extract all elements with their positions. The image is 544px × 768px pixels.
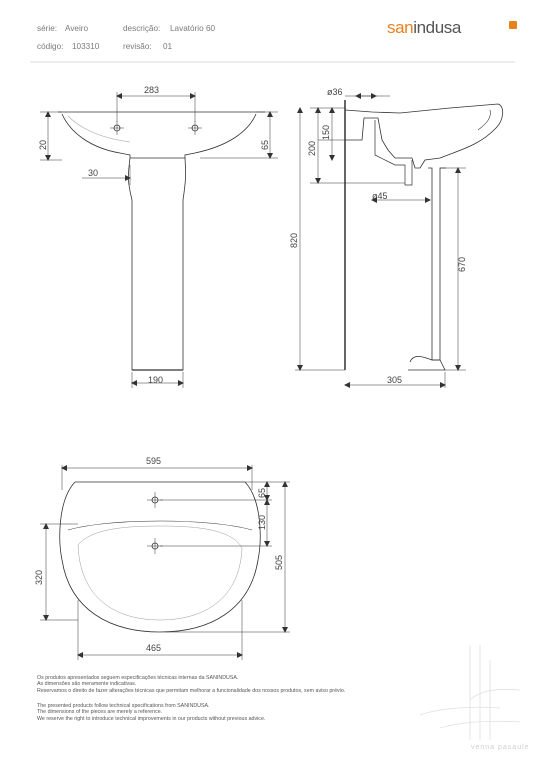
note-en-2: The dimensions of the pieces are merely a reference. [37,709,163,716]
revisao-value: 01 [163,42,173,51]
top-basin-rim [68,521,252,530]
front-basin-inner [68,116,130,142]
dim-20: 20 [38,139,48,150]
descricao-label: descrição: [123,24,161,33]
dim-505: 505 [274,554,284,570]
dim-65-front: 65 [260,139,270,150]
side-overflow [478,110,490,130]
brand-logo-san: san [387,18,414,37]
note-en-1: The presented products follow technical specifications from SANINDUSA. [37,703,210,709]
dim-820: 820 [289,232,299,248]
front-basin-outline [62,114,256,158]
dim-305: 305 [387,375,403,385]
codigo-label: código: [37,42,64,51]
descricao-value: Lavatório 60 [170,24,216,33]
dim-65-top: 65 [257,487,267,498]
dim-465: 465 [146,643,162,653]
note-en-3: We reserve the right to introduce technical improvements in our products without previous advice. [37,715,266,722]
dim-670: 670 [457,256,467,272]
side-pedestal [428,168,446,360]
dim-320: 320 [34,569,44,585]
notes-en [37,703,265,722]
dim-595: 595 [146,456,162,466]
note-pt-1: Os produtos apresentados seguem especificações técnicas internas da SANINDUSA. [37,675,239,681]
front-pedestal [128,158,185,370]
top-basin-outline [60,482,260,632]
side-pedestal-foot [408,356,445,370]
serie-value: Aveiro [65,24,89,33]
top-bowl [78,526,242,620]
notes-pt [37,675,345,694]
dim-o45: ø45 [372,191,388,201]
front-view [40,92,278,388]
side-basin-outline [345,104,503,168]
codigo-value: 103310 [72,42,100,51]
note-pt-2: As dimensões são meramente indicativas. [37,681,137,688]
dim-200: 200 [307,140,317,156]
serie-label: série: [37,24,58,33]
dim-283: 283 [144,85,160,95]
brand-logo-rest: indusa [413,18,461,37]
revisao-label: revisão: [123,42,152,51]
dim-o36: ø36 [327,87,343,97]
dim-130: 130 [257,514,267,530]
top-view [40,465,290,660]
note-pt-3: Reservamos o direito de fazer alterações técnicas que permitam melhorar a funcionalidade dos nossos produtos, sem aviso prévio. [37,687,346,694]
dim-150: 150 [321,124,331,140]
dim-30: 30 [88,168,99,178]
watermark-graphic [420,645,520,740]
watermark-text: venna pasaule [471,744,530,751]
dim-190: 190 [148,375,164,385]
side-trap [375,120,412,185]
